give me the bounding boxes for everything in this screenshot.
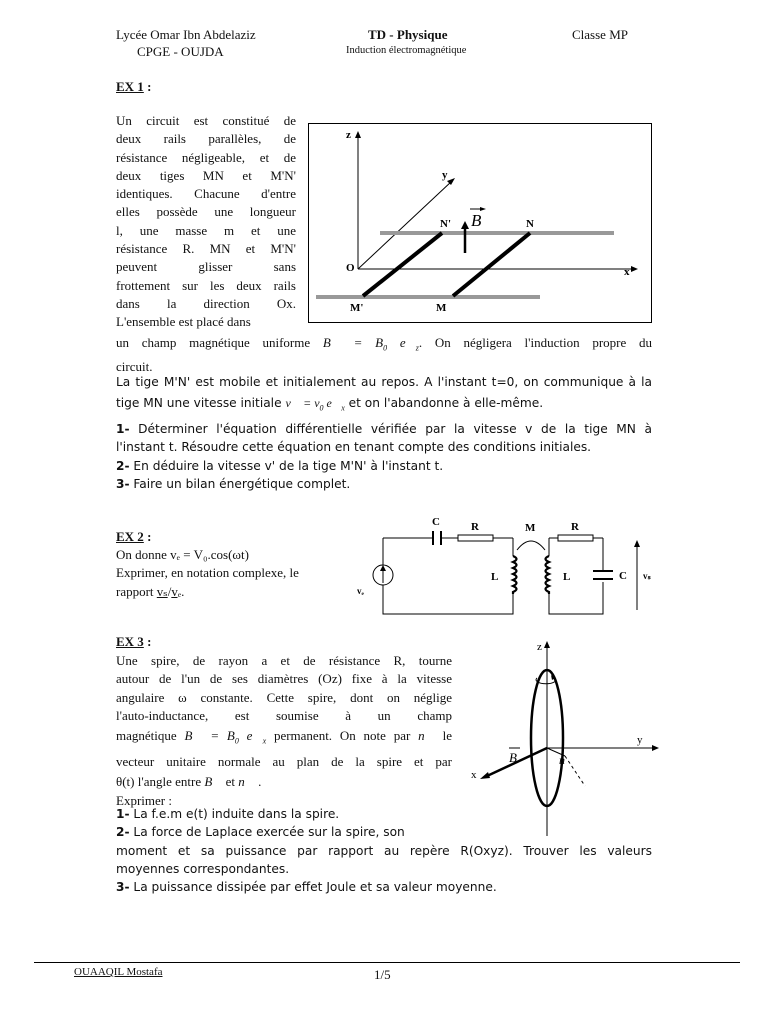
q1-line: 1- Déterminer l'équation différentielle vérifiée par la vitesse v de la tige MN à (116, 421, 652, 436)
z-label: z (537, 641, 542, 653)
label-M: M (525, 522, 536, 534)
b-field-label: B (471, 211, 482, 230)
ex3-line: Une spire, de rayon a et de résistance R, tourne (116, 653, 452, 668)
ex1-heading: EX 1 : (116, 79, 152, 94)
ex3-body (116, 652, 452, 810)
x-arrow-icon (480, 772, 490, 779)
z-label: z (346, 129, 351, 141)
ex3-heading: EX 3 : (116, 634, 152, 649)
ex2-line1: On donne vₑ = V₀.cos(ωt) (116, 547, 249, 562)
label-R1: R (471, 521, 479, 533)
page-number: 1/5 (374, 967, 391, 982)
ex3-q2: 2- La force de Laplace exercée sur la spire, son (116, 825, 405, 840)
theta-line: θ(t) l'angle entre B⃗ et n⃗ . (116, 774, 262, 790)
ex1-line: deux rails parallèles, de (116, 131, 296, 147)
origin-label: O (346, 262, 355, 274)
ex2-line3: rapport vₛ/vₑ. (116, 583, 185, 599)
footer-rule (34, 962, 740, 963)
ex2-heading: EX 2 : (116, 529, 152, 544)
ex3-line: angulaire ω constante. Cette spire, dont on néglige (116, 689, 452, 705)
ex1-line: elles possède une longueur (116, 204, 296, 220)
label-vs: vₛ (643, 571, 651, 581)
x-label: x (471, 769, 477, 781)
vs-arrow-icon (634, 540, 640, 547)
resistor-2 (558, 535, 593, 541)
label-R2: R (571, 521, 579, 533)
x-label: x (624, 266, 630, 278)
ex2-body (116, 546, 346, 601)
vec-line: vecteur unitaire normale au plan de la spire et par (116, 754, 452, 770)
b-vector-head-icon (480, 207, 486, 211)
ex3-q3: 3- La puissance dissipée par effet Joule et sa valeur moyenne. (116, 880, 497, 895)
doc-subtitle: Induction électromagnétique (346, 45, 467, 56)
x-arrow-icon (631, 266, 638, 272)
y-label: y (637, 734, 643, 746)
label-N: N (526, 218, 534, 230)
n-label: n (559, 753, 565, 767)
velocity-line: tige MN une vitesse initiale v⃗ = $v_0$ $e⃗_x$ et on l'abandonne à elle-même. (116, 396, 544, 413)
x-axis (487, 748, 547, 776)
rails-figure (308, 123, 652, 323)
label-L1: L (491, 571, 499, 583)
q2-line: 2- En déduire la vitesse v' de la tige M'N' à l'instant t. (116, 458, 444, 473)
express-line: Exprimer : (116, 792, 172, 808)
ex1-line: résistance R. MN et M'N' (116, 241, 296, 257)
label-L2: L (563, 571, 571, 583)
circuit-line: circuit. (116, 358, 153, 374)
normal-dashed (565, 756, 585, 786)
label-Np: N' (440, 218, 451, 230)
field-line: un champ magnétique uniforme B⃗ = $B_0$ $e⃗_z$. On négligera l'induction propre du (116, 335, 652, 353)
label-C: C (432, 516, 440, 528)
ex1-questions (116, 373, 652, 493)
ex1-intro (116, 112, 296, 332)
ex3-line: autour de l'un de ses diamètres (Oz) fixe à la vitesse (116, 671, 452, 687)
y-axis (358, 181, 452, 269)
ex1-line: l, une masse m et une (116, 222, 296, 238)
rest-line: La tige M'N' est mobile et initialement au repos. A l'instant t=0, on communique à la (116, 375, 652, 389)
b-arrow-icon (461, 221, 469, 229)
class-label: Classe MP (572, 27, 628, 42)
ex1-line: Un circuit est constitué de (116, 113, 296, 128)
ex3-q2-c: moyennes correspondantes. (116, 861, 290, 876)
loop-figure (465, 636, 665, 842)
label-ve: vₑ (357, 586, 364, 596)
rod-MpNp (363, 233, 442, 296)
footer-author: OUAAQIL Mostafa (74, 966, 163, 978)
circuit-figure (355, 510, 665, 622)
q3-line: 3- Faire un bilan énergétique complet. (116, 476, 351, 491)
doc-title: TD - Physique (368, 27, 448, 42)
y-arrow-icon (652, 745, 659, 751)
ex3-q2-b: moment et sa puissance par rapport au repère R(Oxyz). Trouver les valeurs (116, 843, 652, 858)
cpge-name: CPGE - OUJDA (137, 44, 224, 59)
label-M: M (436, 302, 447, 314)
mag-line: magnétique B⃗ = $B_0$ $e⃗_x$ permanent. On note par n⃗ le (116, 728, 452, 746)
ex3-line: l'auto-inductance, est soumise à un champ (116, 707, 452, 723)
ex3-q1: 1- La f.e.m e(t) induite dans la spire. (116, 807, 340, 821)
mutual-arc (517, 541, 545, 550)
ex1-line: dans la direction Ox. (116, 295, 296, 311)
b-label: B (509, 750, 517, 765)
ex1-line: identiques. Chacune d'entre (116, 186, 296, 202)
ex1-body (116, 334, 652, 376)
ex1-line: frottement sur les deux rails (116, 277, 296, 293)
q1-line-b: l'instant t. Résoudre cette équation en tenant compte des conditions initiales. (116, 440, 592, 455)
z-arrow-icon (544, 641, 550, 648)
label-Mp: M' (350, 302, 364, 314)
label-C2: C (619, 570, 627, 582)
ex2-line2: Exprimer, en notation complexe, le (116, 565, 299, 581)
ex1-line: peuvent glisser sans (116, 259, 296, 275)
z-arrow-icon (355, 131, 361, 138)
y-label: y (442, 169, 448, 181)
school-name: Lycée Omar Ibn Abdelaziz (116, 27, 256, 42)
ex1-line: deux tiges MN et M'N' (116, 167, 296, 183)
ex1-line: L'ensemble est placé dans (116, 314, 251, 330)
resistor-1 (458, 535, 493, 541)
ex1-line: résistance négligeable, et de (116, 149, 296, 165)
